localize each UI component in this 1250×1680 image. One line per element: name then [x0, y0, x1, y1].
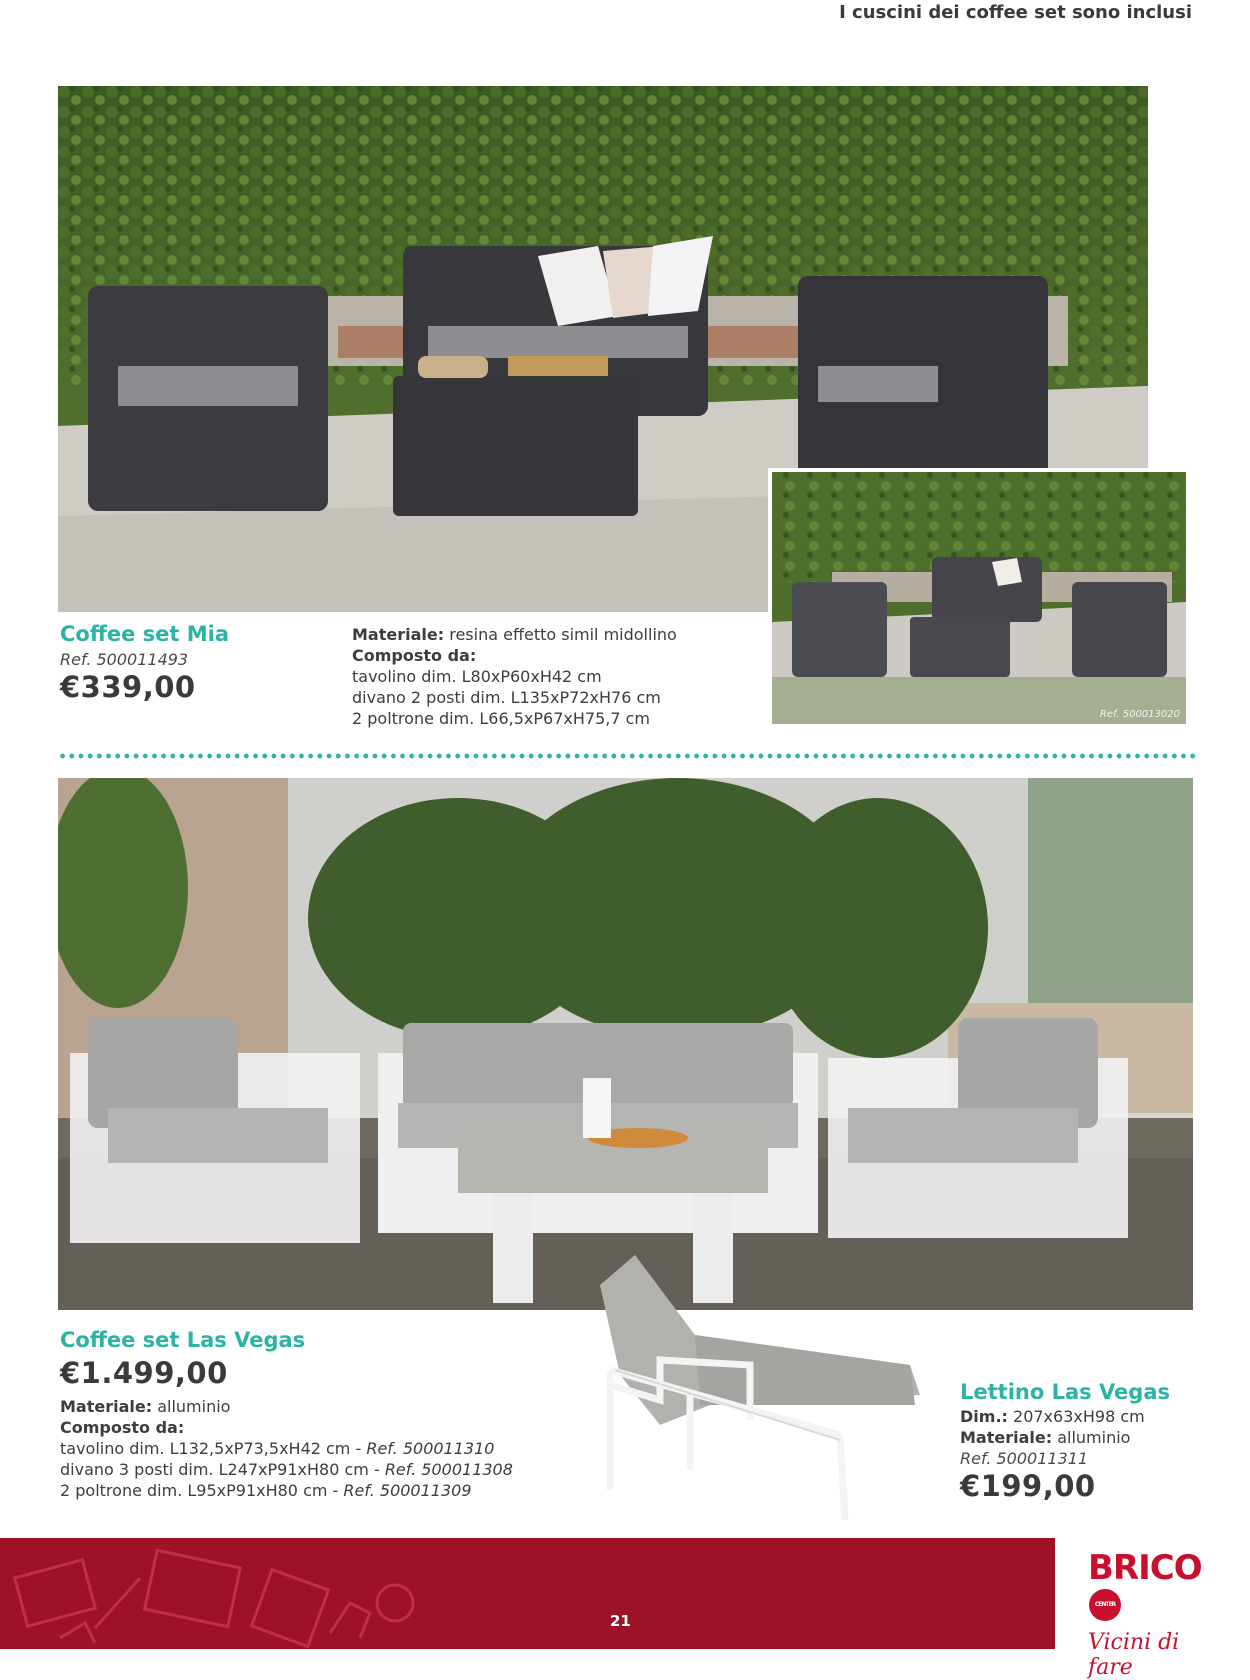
- spec-line-ref: Ref. 500011309: [343, 1481, 472, 1500]
- product-title-las-vegas: Coffee set Las Vegas: [60, 1328, 306, 1352]
- product-title-lettino: Lettino Las Vegas: [960, 1380, 1170, 1404]
- product-specs-mia: [352, 624, 752, 729]
- product-ref-lettino: Ref. 500011311: [960, 1449, 1089, 1468]
- page-number: 21: [610, 1612, 631, 1630]
- spec-line-text: divano 3 posti dim. L247xP91xH80 cm -: [60, 1460, 385, 1479]
- spec-line: tavolino dim. L80xP60xH42 cm: [352, 667, 602, 686]
- spec-line: 2 poltrone dim. L66,5xP67xH75,7 cm: [352, 709, 650, 728]
- product-price-lettino: €199,00: [960, 1469, 1096, 1503]
- materiale-value: alluminio: [1057, 1428, 1131, 1447]
- spec-line-ref: Ref. 500011308: [384, 1460, 513, 1479]
- spec-line: [60, 1438, 580, 1459]
- spec-line-text: 2 poltrone dim. L95xP91xH80 cm -: [60, 1481, 344, 1500]
- product-specs-las-vegas: [60, 1396, 580, 1501]
- composto-label: Composto da:: [352, 646, 477, 665]
- footer-tools-pattern: [0, 1538, 1055, 1649]
- photo-lettino-las-vegas: [600, 1255, 930, 1525]
- product-ref-mia: Ref. 500011493: [60, 650, 189, 669]
- brand-tagline: Vicini di fare: [1088, 1630, 1180, 1680]
- materiale-label: Materiale:: [60, 1397, 153, 1416]
- product-price-las-vegas: €1.499,00: [60, 1356, 228, 1390]
- brand-name: BRICO: [1088, 1548, 1202, 1588]
- spec-line: divano 2 posti dim. L135xP72xH76 cm: [352, 688, 661, 707]
- dotted-divider: [58, 753, 1196, 759]
- spec-line-ref: Ref. 500011310: [366, 1439, 495, 1458]
- dim-value: 207x63xH98 cm: [1013, 1407, 1145, 1426]
- dim-label: Dim.:: [960, 1407, 1008, 1426]
- inset-ref: Ref. 500013020: [1099, 709, 1180, 720]
- composto-label: Composto da:: [60, 1418, 185, 1437]
- materiale-value: alluminio: [157, 1397, 231, 1416]
- brand-center-badge: CENTER: [1089, 1589, 1121, 1621]
- spec-line: [60, 1480, 580, 1501]
- materiale-value: resina effetto simil midollino: [449, 625, 677, 644]
- materiale-label: Materiale:: [960, 1428, 1053, 1447]
- product-price-mia: €339,00: [60, 670, 196, 704]
- materiale-label: Materiale:: [352, 625, 445, 644]
- photo-coffee-set-las-vegas: [58, 778, 1193, 1310]
- page-header-note: I cuscini dei coffee set sono inclusi: [839, 2, 1192, 23]
- spec-line-text: tavolino dim. L132,5xP73,5xH42 cm -: [60, 1439, 367, 1458]
- brand-logo: [1088, 1548, 1216, 1680]
- product-title-mia: Coffee set Mia: [60, 622, 230, 646]
- photo-coffee-set-mia-inset: [768, 468, 1190, 728]
- spec-line: [60, 1459, 580, 1480]
- footer-band: [0, 1538, 1055, 1649]
- product-lettino-block: [960, 1380, 1200, 1503]
